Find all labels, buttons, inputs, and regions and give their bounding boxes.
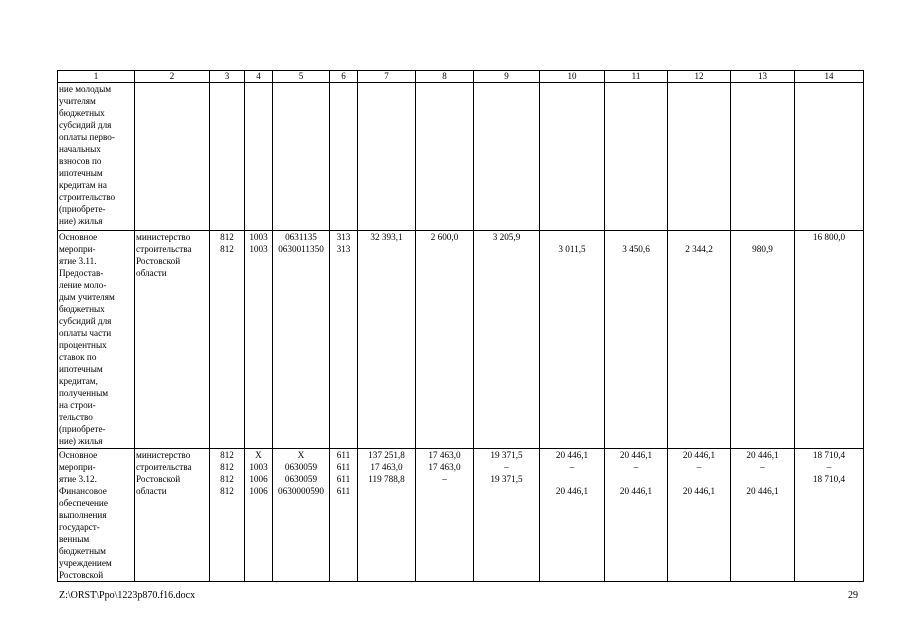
cell-value: 812 [220,486,234,496]
cell-value: 812 [220,244,234,254]
header-row [58,71,864,83]
cell-value: 812 [220,462,234,472]
cell-value: X [297,450,305,460]
value-cell-c10 [540,449,605,582]
value-cell-c6 [330,449,358,582]
value-cell-c11 [605,231,668,449]
description-line: Основное [59,450,98,460]
table-row [58,231,864,449]
description-line: ние) жилья [59,216,103,226]
cell-value: 137 251,8 [368,450,405,460]
cell-value: 812 [220,450,234,460]
value-cell-c14 [795,449,864,582]
value-cell-c9 [474,449,540,582]
cell-value: 980,9 [752,244,773,254]
description-line: процентных [59,340,107,350]
value-cell-c3 [210,449,245,582]
description-line: меропри- [59,462,96,472]
executor-cell [135,83,210,231]
description-line: Финансовое [59,486,107,496]
cell-value: 1006 [249,486,268,496]
header-cell: 5 [273,71,330,83]
executor-line: Ростовской [136,474,181,484]
cell-value: X [255,450,262,460]
description-line: оплаты перво- [59,132,115,142]
executor-cell [135,231,210,449]
cell-value: 812 [220,474,234,484]
description-line: на строи- [59,400,96,410]
value-cell-c9 [474,231,540,449]
value-cell-c6 [330,231,358,449]
value-cell-c3 [210,231,245,449]
description-line: Предостав- [59,268,104,278]
value-cell-c4 [245,83,273,231]
cell-value: 20 446,1 [619,486,653,496]
cell-value [669,231,729,243]
description-line: венным [59,534,90,544]
executor-line: Ростовской [136,256,181,266]
description-line: бюджетных [59,304,105,314]
header-cell: 6 [330,71,358,83]
description-line: дым учителям [59,292,115,302]
cell-value: 17 463,0 [370,462,403,472]
cell-value: 611 [336,462,351,472]
description-line: оплаты части [59,328,112,338]
value-cell-c12 [668,83,731,231]
description-line: ление моло- [59,280,107,290]
cell-value [417,485,472,497]
header-cell: 7 [358,71,416,83]
cell-value [669,473,729,485]
description-line: (приобрете- [59,204,106,214]
cell-value: 313 [336,232,351,242]
description-line: меропри- [59,244,96,254]
description-line: учреждением [59,558,112,568]
cell-value: 3 011,5 [558,244,586,254]
cell-value: 20 446,1 [555,450,589,460]
value-cell-c5 [273,83,330,231]
cell-value: 812 [220,232,234,242]
header-cell: 10 [540,71,605,83]
value-cell-c10 [540,231,605,449]
value-cell-c8 [416,231,474,449]
cell-value [796,243,862,255]
cell-value: 20 446,1 [746,450,779,460]
value-cell-c5 [273,449,330,582]
header-cell: 9 [474,71,540,83]
header-cell: 4 [245,71,273,83]
description-line: бюджетных [59,108,105,118]
cell-value [606,473,666,485]
cell-value: 0630059 [284,474,318,484]
value-cell-c8 [416,449,474,582]
value-cell-c5 [273,231,330,449]
header-cell: 14 [795,71,864,83]
cell-value: 20 446,1 [682,486,716,496]
header-cell: 11 [605,71,668,83]
value-cell-c12 [668,449,731,582]
description-line: взносов по [59,156,102,166]
activity-description-cell [58,231,135,449]
cell-value: 17 463,0 [428,450,461,460]
footer-page-number: 29 [848,590,858,601]
cell-value: 19 371,5 [490,450,523,460]
description-line: субсидий для [59,316,112,326]
value-cell-c4 [245,449,273,582]
description-line: кредитам на [59,180,107,190]
value-cell-c7 [358,231,416,449]
activity-description-cell [58,83,135,231]
description-line: ятие 3.12. [59,474,97,484]
cell-value: 1003 [249,244,268,254]
value-cell-c11 [605,83,668,231]
cell-value: 2 344,2 [685,244,713,254]
description-line: субсидий для [59,120,112,130]
header-cell: 3 [210,71,245,83]
cell-value: 32 393,1 [370,232,403,242]
description-line: ипотечным [59,364,103,374]
table-row [58,83,864,231]
footer-file-path: Z:\ORST\Ppo\1223p870.f16.docx [59,590,196,601]
description-line: ние молодым [59,84,112,94]
cell-value: 20 446,1 [746,486,779,496]
description-line: бюджетным [59,546,106,556]
value-cell-c14 [795,231,864,449]
cell-value [796,485,862,497]
executor-line: строительства [136,244,192,254]
description-line: ятие 3.11. [59,256,97,266]
cell-value: 18 710,4 [812,474,846,484]
value-cell-c12 [668,231,731,449]
cell-value: – [504,462,509,472]
cell-value [359,243,414,255]
cell-value: 20 446,1 [682,450,716,460]
description-line: Ростовской [59,570,104,580]
description-line: Основное [59,232,98,242]
description-line: полученным [59,388,109,398]
cell-value: 1003 [249,462,268,472]
budget-table [57,70,864,582]
cell-value: 18 710,4 [812,450,846,460]
value-cell-c13 [731,231,795,449]
description-line: государст- [59,522,100,532]
cell-value [606,231,666,243]
value-cell-c4 [245,231,273,449]
cell-value [359,485,414,497]
value-cell-c13 [731,83,795,231]
description-line: строительство [59,192,116,202]
description-line: кредитам, [59,376,98,386]
cell-value: 17 463,0 [428,462,461,472]
cell-value: 16 800,0 [812,232,846,242]
cell-value: 611 [336,450,351,460]
cell-value: 3 205,9 [492,232,521,242]
executor-line: строительства [136,462,192,472]
cell-value: 119 788,8 [368,474,405,484]
executor-cell [135,449,210,582]
description-line: ние) жилья [59,436,103,446]
executor-line: министерство [136,450,191,460]
cell-value: 0630000590 [278,486,324,496]
cell-value: 611 [336,486,351,496]
description-line: выполнения [59,510,107,520]
description-line: ставок по [59,352,97,362]
cell-value: 0630011350 [278,244,324,254]
cell-value [417,243,472,255]
value-cell-c8 [416,83,474,231]
cell-value: 20 446,1 [619,450,653,460]
cell-value: 0631135 [285,232,317,242]
cell-value: 19 371,5 [490,474,523,484]
cell-value: – [826,462,832,472]
cell-value: – [633,462,639,472]
cell-value: 2 600,0 [430,232,459,242]
cell-value: – [760,462,765,472]
table-body [58,71,864,582]
cell-value: 313 [336,244,351,254]
value-cell-c7 [358,449,416,582]
value-cell-c9 [474,83,540,231]
header-cell: 13 [731,71,795,83]
value-cell-c7 [358,83,416,231]
cell-value: 0630059 [284,462,318,472]
cell-value: 1003 [249,232,268,242]
header-cell: 8 [416,71,474,83]
description-line: ипотечным [59,168,103,178]
cell-value [732,231,793,243]
value-cell-c13 [731,449,795,582]
value-cell-c3 [210,83,245,231]
cell-value: 611 [336,474,351,484]
cell-value: – [696,462,702,472]
cell-value: 3 450,6 [622,244,650,254]
cell-value: – [569,462,575,472]
executor-line: области [136,268,167,278]
cell-value [541,473,603,485]
value-cell-c10 [540,83,605,231]
description-line: тельство [59,412,93,422]
description-line: начальных [59,144,101,154]
header-cell: 12 [668,71,731,83]
header-cell: 2 [135,71,210,83]
cell-value: 20 446,1 [555,486,589,496]
cell-value [732,473,793,485]
cell-value [475,243,538,255]
value-cell-c14 [795,83,864,231]
executor-line: министерство [136,232,191,242]
cell-value: – [442,474,447,484]
value-cell-c6 [330,83,358,231]
cell-value: 1006 [249,474,268,484]
header-cell: 1 [58,71,135,83]
cell-value [475,485,538,497]
cell-value [541,231,603,243]
description-line: обеспечение [59,498,108,508]
table-row [58,449,864,582]
executor-line: области [136,486,167,496]
description-line: учителям [59,96,96,106]
description-line: (приобрете- [59,424,106,434]
activity-description-cell [58,449,135,582]
value-cell-c11 [605,449,668,582]
